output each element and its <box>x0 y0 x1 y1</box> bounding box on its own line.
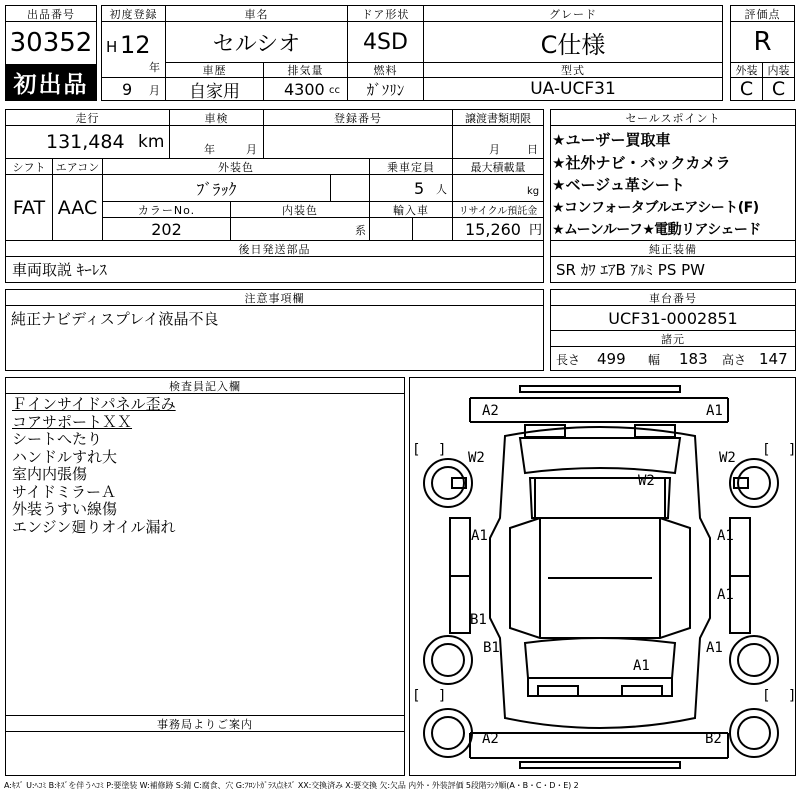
inspector-note: 室内内張傷 <box>12 465 88 483</box>
sales-point-item: ★コンフォータブルエアシート(F) <box>552 199 759 216</box>
svg-text:[: [ <box>412 442 421 458</box>
history: 自家用 <box>165 77 264 101</box>
door-type: 4SD <box>347 21 424 63</box>
damage-mark: A1 <box>717 528 734 544</box>
equipment-label: 純正装備 <box>550 240 796 257</box>
damage-mark: B1 <box>470 612 487 628</box>
sales-point-item: ★ベージュ革シート <box>552 176 685 194</box>
max-load: kg <box>452 174 544 202</box>
first-registration-month: 9 月 <box>101 77 166 101</box>
type-code: UA-UCF31 <box>423 77 723 101</box>
score-label: 評価点 <box>730 5 795 22</box>
import-a <box>369 217 413 241</box>
mileage: 131,484 km <box>5 125 170 159</box>
inspector-note: ハンドルすれ大 <box>12 447 118 466</box>
notice-label: 注意事項欄 <box>5 289 544 306</box>
later-parts-label: 後日発送部品 <box>5 240 544 257</box>
damage-mark: B2 <box>705 731 722 747</box>
interior-label: 内装 <box>762 62 795 78</box>
color-number: 202 <box>102 217 231 241</box>
inspector-note: Ｆインサイドパネル歪み <box>12 395 176 413</box>
inspection: 年 月 <box>169 125 264 159</box>
first-registration-year: H 12 年 <box>101 21 166 78</box>
damage-mark: A1 <box>706 403 723 419</box>
exterior-color-extra <box>330 174 370 202</box>
office-notice <box>5 731 405 776</box>
inspector-note: サイドミラーＡ <box>12 482 116 501</box>
displacement-label: 排気量 <box>263 62 348 78</box>
svg-text:[: [ <box>412 688 421 704</box>
import-label: 輸入車 <box>369 201 453 218</box>
vehicle-damage-diagram <box>409 377 796 776</box>
transfer-deadline-label: 譲渡書類期限 <box>452 109 544 126</box>
exterior-label: 外装 <box>730 62 763 78</box>
damage-mark: A1 <box>706 640 723 656</box>
svg-text:[: [ <box>762 688 771 704</box>
damage-mark: A1 <box>717 587 734 603</box>
capacity: 5 人 <box>369 174 453 202</box>
inspector-note: コアサポートＸＸ <box>12 412 133 431</box>
interior-color: 系 <box>230 217 370 241</box>
transfer-deadline: 月 日 <box>452 125 544 159</box>
max-load-label: 最大積載量 <box>452 158 544 175</box>
inspector-notes <box>5 393 405 716</box>
displacement: 4300 cc <box>263 77 348 101</box>
exterior-grade: C <box>730 77 763 101</box>
dimensions-label: 諸元 <box>550 330 796 347</box>
sales-points-label: セールスポイント <box>550 109 796 126</box>
notice: 純正ナビディスプレイ液晶不良 <box>5 305 544 371</box>
damage-mark: A1 <box>633 658 650 674</box>
damage-mark: W2 <box>719 450 736 466</box>
grade: C仕様 <box>423 21 723 63</box>
svg-text:[: [ <box>762 442 771 458</box>
inspection-label: 車検 <box>169 109 264 126</box>
damage-mark: B1 <box>483 640 500 656</box>
interior-grade: C <box>762 77 795 101</box>
sales-point-item: ★ムーンルーフ★電動リアシェード <box>552 222 761 238</box>
ac-label: エアコン <box>52 158 103 175</box>
recycle-fee: 15,260 円 <box>452 217 544 241</box>
dimensions: 長さ 499 幅 183 高さ 147 <box>550 346 796 371</box>
model-name: セルシオ <box>165 21 348 63</box>
lot-number-label: 出品番号 <box>5 5 97 22</box>
door-label: ドア形状 <box>347 5 424 22</box>
svg-text:]: ] <box>788 688 797 704</box>
later-parts: 車両取説 ｷｰﾚｽ <box>5 256 544 283</box>
shift: FAT <box>5 174 53 241</box>
chassis-number: UCF31-0002851 <box>550 305 796 331</box>
svg-text:]: ] <box>788 442 797 458</box>
chassis-number-label: 車台番号 <box>550 289 796 306</box>
exterior-color: ﾌﾞﾗｯｸ <box>102 174 331 202</box>
mileage-label: 走行 <box>5 109 170 126</box>
grade-label: グレード <box>423 5 723 22</box>
svg-text:]: ] <box>438 442 447 458</box>
model-name-label: 車名 <box>165 5 348 22</box>
capacity-label: 乗車定員 <box>369 158 453 175</box>
car-outline-drawing <box>410 378 795 775</box>
recycle-fee-label: リサイクル預託金 <box>452 201 544 218</box>
shift-label: シフト <box>5 158 53 175</box>
exterior-color-label: 外装色 <box>102 158 370 175</box>
type-label: 型式 <box>423 62 723 78</box>
score: R <box>730 21 795 63</box>
interior-color-label: 内装色 <box>230 201 370 218</box>
damage-legend: A:ｷｽﾞ U:ﾍｺﾐ B:ｷｽﾞを伴うﾍｺﾐ P:要塗装 W:補修跡 S:錆 C:腐食、穴 G:ﾌﾛﾝﾄｶﾞﾗｽ点ｷｽﾞ XX:交換済み X:要交換 欠:欠品 内外・外装評価 5段階ﾗﾝｸ順(A・B・C・D・E) 2 <box>4 781 579 790</box>
sales-point-item: ★社外ナビ・バックカメラ <box>552 153 731 172</box>
equipment: SR ｶﾜ ｴｱB ｱﾙﾐ PS PW <box>550 256 796 283</box>
sales-points <box>550 125 796 241</box>
svg-text:]: ] <box>438 688 447 704</box>
damage-mark: W2 <box>468 450 485 466</box>
inspector-note: 外装うすい線傷 <box>12 500 118 518</box>
damage-mark: A2 <box>482 403 499 419</box>
fuel-label: 燃料 <box>347 62 424 78</box>
office-notice-label: 事務局よりご案内 <box>5 715 405 732</box>
inspector-note: シートへたり <box>12 430 103 448</box>
import-b <box>412 217 453 241</box>
damage-mark: A2 <box>482 731 499 747</box>
lot-number: 30352 <box>5 21 97 65</box>
sales-point-item: ★ユーザー買取車 <box>552 131 671 149</box>
color-number-label: カラーNo. <box>102 201 231 218</box>
registration-number <box>263 125 453 159</box>
inspector-note: エンジン廻りオイル漏れ <box>12 517 176 536</box>
first-listing-badge: 初出品 <box>5 64 97 101</box>
inspector-notes-label: 検査員記入欄 <box>5 377 405 394</box>
damage-mark: A1 <box>471 528 488 544</box>
ac: AAC <box>52 174 103 241</box>
registration-number-label: 登録番号 <box>263 109 453 126</box>
damage-mark: W2 <box>638 473 655 489</box>
fuel: ｶﾞｿﾘﾝ <box>347 77 424 101</box>
history-label: 車歴 <box>165 62 264 78</box>
first-registration-label: 初度登録 <box>101 5 166 22</box>
